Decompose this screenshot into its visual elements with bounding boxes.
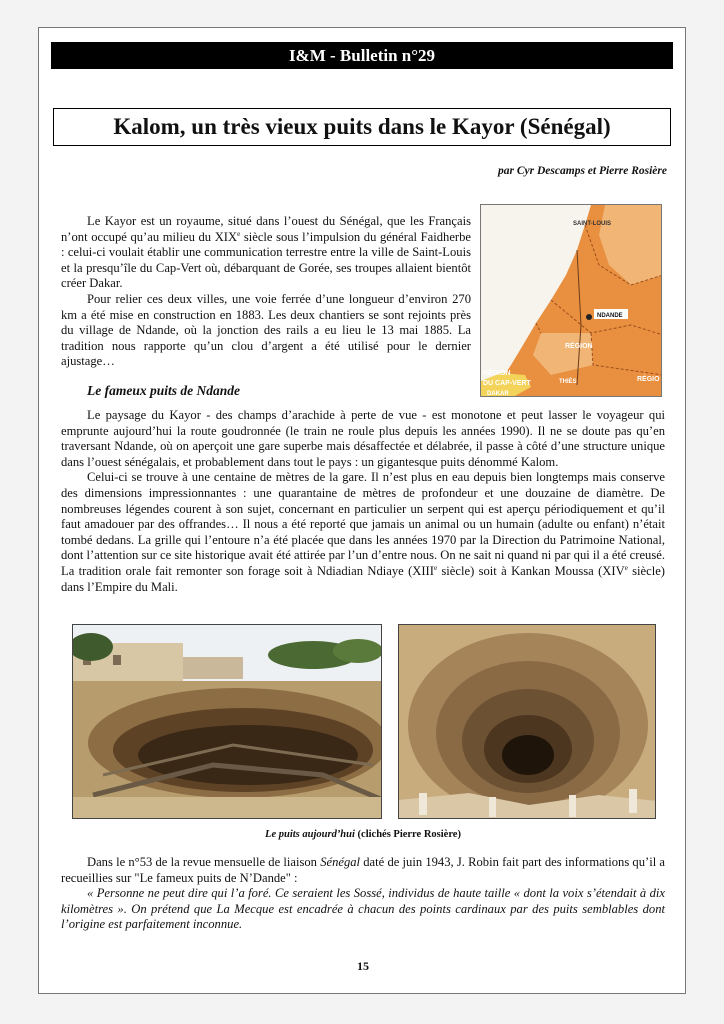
map-label-saint-louis: SAINT-LOUIS <box>573 221 612 227</box>
body-paragraph-2: Celui-ci se trouve à une centaine de mètres de la gare. Il n’est plus en eau depuis bien longtemps mais conserve des dimensions impressionnantes : une quarantaine de mètres de profondeur et une douzaine de diamètre. De nombreuses légendes courent à son sujet, concernant en particulier un serpent qui est aperçu périodiquement et qu’il faut amadouer par des offrandes… Il nous a été reporté que jamais un animal ou un humain (adulte ou enfant) n’était tombé dedans. La grille qui l’entoure n’a été placée que dans les années 1970 par la Direction du Patrimoine National, dont l’attention sur ce site historique avait été attirée par l’un d’entre nous. On ne sait ni quand ni par qui il a été creusé. La tradition orale fait remonter son forage soit à Ndiadian Ndiaye (XIIIe siècle) soit à Kankan Moussa (XIVe siècle) dans l’Empire du Mali. <box>61 470 665 594</box>
quote-paragraph: « Personne ne peut dire qui l’a foré. Ce seraient les Sossé, individus de haute taille « dont la voix s’étendait à dix kilomètres ». On prétend que La Mecque est encadrée à chacun des points cardinaux par des puits semblables dont l’origine est parfaitement inconnue. <box>61 886 665 932</box>
body-text-2 <box>61 855 665 933</box>
caption-credit: (clichés Pierre Rosière) <box>354 829 461 840</box>
well-photo-shaft <box>398 624 656 819</box>
intro-paragraph-2: Pour relier ces deux villes, une voie ferrée d’une longueur d’environ 270 km a été mise en construction en 1883. Les deux chantiers se sont rejoints près du village de Ndande, où la jonction des rails a eu lieu le 13 mai 1885. La tradition nous rapporte qu’un clou d’argent a été utilisé pour le dernier ajustage… <box>61 291 471 369</box>
body2-paragraph-1: Dans le n°53 de la revue mensuelle de liaison Sénégal daté de juin 1943, J. Robin fait part des informations qu’il a recueillies sur "Le fameux puits de N’Dande" : <box>61 855 665 885</box>
map-label-ndande: NDANDE <box>597 313 623 319</box>
section-subheading: Le fameux puits de Ndande <box>87 383 240 398</box>
body-text-1 <box>61 408 665 595</box>
intro-paragraph-1: Le Kayor est un royaume, situé dans l’ouest du Sénégal, que les Français n’ont occupé qu’au milieu du XIXe siècle sous l’impulsion du général Faidherbe : celui-ci voulait établir une communication terrestre entre la ville de Saint-Louis et la presqu’île du Cap-Vert où, débarquant de Gorée, ses troupes allaient bientôt créer Dakar. <box>61 214 471 291</box>
map-label-dakar: DAKAR <box>487 391 509 397</box>
article-title: Kalom, un très vieux puits dans le Kayor (Sénégal) <box>53 108 671 146</box>
body-paragraph-1: Le paysage du Kayor - des champs d’arachide à perte de vue - est monotone et peut lasser le voyageur qui emprunte aujourd’hui la route goudronnée (le train ne roule plus depuis les années 1990). Il ne se doute pas qu’en traversant Ndande, où on aperçoit une gare superbe mais désaffectée et délabrée, il passe à côté d’une structure unique dans l’ouest sénégalais, et probablement dans tout le pays : un gigantesque puits dénommé Kalom. <box>61 408 665 469</box>
map-label-cap-vert: RÉGION DU CAP-VERT <box>483 370 531 387</box>
authors-line: par Cyr Descamps et Pierre Rosière <box>498 165 667 177</box>
page-number: 15 <box>357 959 369 973</box>
bulletin-banner: I&M - Bulletin n°29 <box>51 42 673 69</box>
map-image <box>480 204 662 397</box>
map-label-thies: THIÈS <box>559 379 577 385</box>
intro-text <box>61 214 471 370</box>
map-label-region-right: RÉGIO <box>637 376 660 383</box>
well-photo-wide <box>72 624 382 819</box>
caption-italic: Le puits aujourd’hui <box>265 829 355 840</box>
map-label-region-word: RÉGION <box>483 370 511 377</box>
photo-caption <box>39 829 687 840</box>
page <box>38 27 686 994</box>
map-label-region: RÉGION <box>565 343 593 350</box>
